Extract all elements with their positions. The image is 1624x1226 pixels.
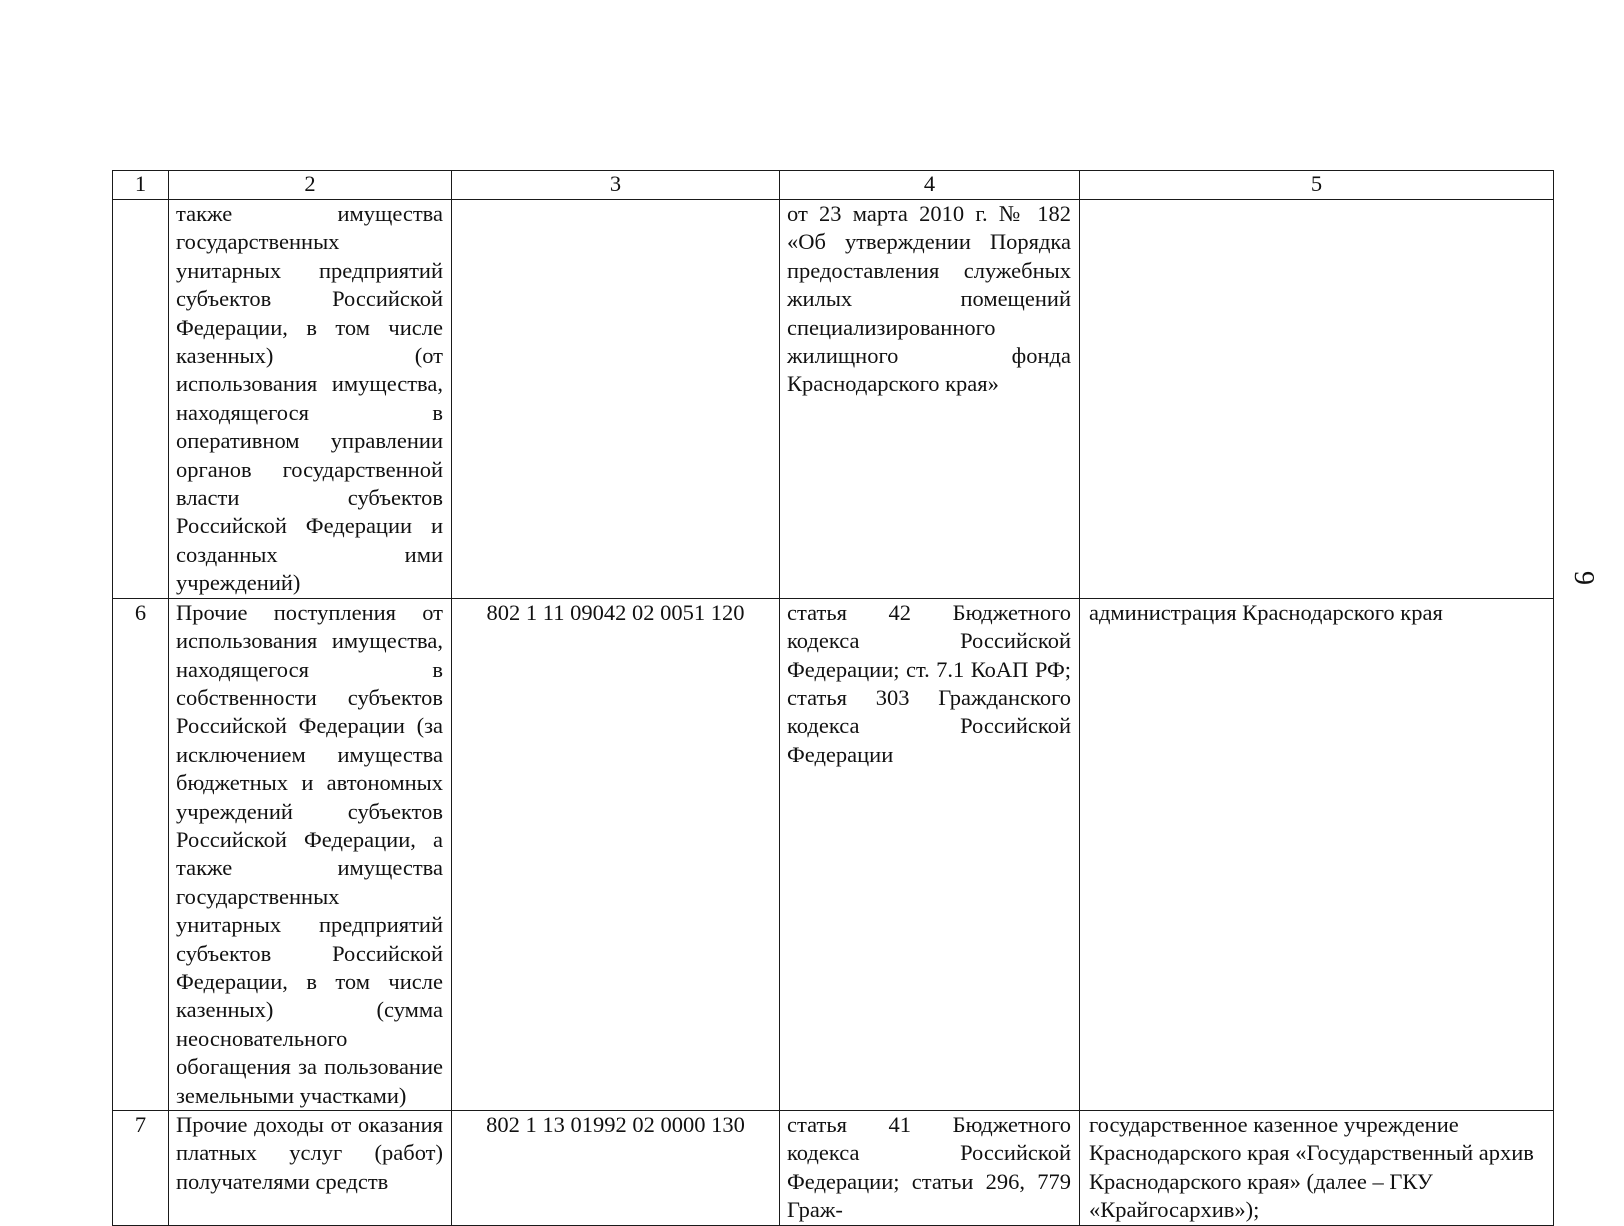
revenue-name-cell (169, 200, 452, 599)
row-number (113, 200, 169, 599)
header-col-2: 2 (169, 171, 452, 200)
legal-basis: от 23 марта 2010 г. № 182 «Об утверждении Порядка предоставления служебных жилых помещений специализированного жилищного фонда Краснодарского края» (787, 201, 1071, 397)
legal-basis-cell (780, 598, 1080, 1110)
table-header-row (113, 171, 1554, 200)
legal-basis: статья 41 Бюджетного кодекса Российской Федерации; статьи 296, 779 Граж- (787, 1112, 1071, 1223)
revenue-name-cell (169, 598, 452, 1110)
administrator-cell (1080, 200, 1554, 599)
row-number: 7 (113, 1111, 169, 1226)
table-row (113, 598, 1554, 1110)
table-row (113, 1111, 1554, 1226)
administrator: государственное казенное учреждение Краснодарского края «Государственный архив Краснодарского края» (далее – ГКУ «Крайгосархив»); (1089, 1112, 1534, 1223)
budget-code (452, 200, 780, 599)
administrator: администрация Краснодарского края (1089, 599, 1443, 625)
header-col-4: 4 (780, 171, 1080, 200)
legal-basis: статья 42 Бюджетного кодекса Российской Федерации; ст. 7.1 КоАП РФ; статья 303 Гражданского кодекса Российской Федерации (787, 599, 1071, 767)
revenue-name: Прочие поступления от использования имущества, находящегося в собственности субъектов Российской Федерации (за исключением имущества бюджетных и автономных учреждений субъектов Российской Федерации, а также имущества государственных унитарных предприятий субъектов Российской Федерации, в том числе казенных) (сумма неосновательного обогащения за пользование земельными участками) (176, 599, 443, 1108)
revenue-table (112, 170, 1554, 1226)
revenue-name-cell (169, 1111, 452, 1226)
legal-basis-cell (780, 200, 1080, 599)
revenue-name: Прочие доходы от оказания платных услуг (работ) получателями средств (176, 1112, 443, 1194)
legal-basis-cell (780, 1111, 1080, 1226)
budget-code: 802 1 11 09042 02 0051 120 (452, 598, 780, 1110)
page-number: 9 (1568, 571, 1599, 585)
administrator-cell (1080, 598, 1554, 1110)
administrator-cell (1080, 1111, 1554, 1226)
header-col-1: 1 (113, 171, 169, 200)
header-col-3: 3 (452, 171, 780, 200)
revenue-name: также имущества государственных унитарных предприятий субъектов Российской Федерации, в том числе казенных) (от использования имущества, находящегося в оперативном управлении органов государственной власти субъектов Российской Федерации и созданных ими учреждений) (176, 201, 443, 596)
row-number: 6 (113, 598, 169, 1110)
budget-code: 802 1 13 01992 02 0000 130 (452, 1111, 780, 1226)
header-col-5: 5 (1080, 171, 1554, 200)
table-row (113, 200, 1554, 599)
